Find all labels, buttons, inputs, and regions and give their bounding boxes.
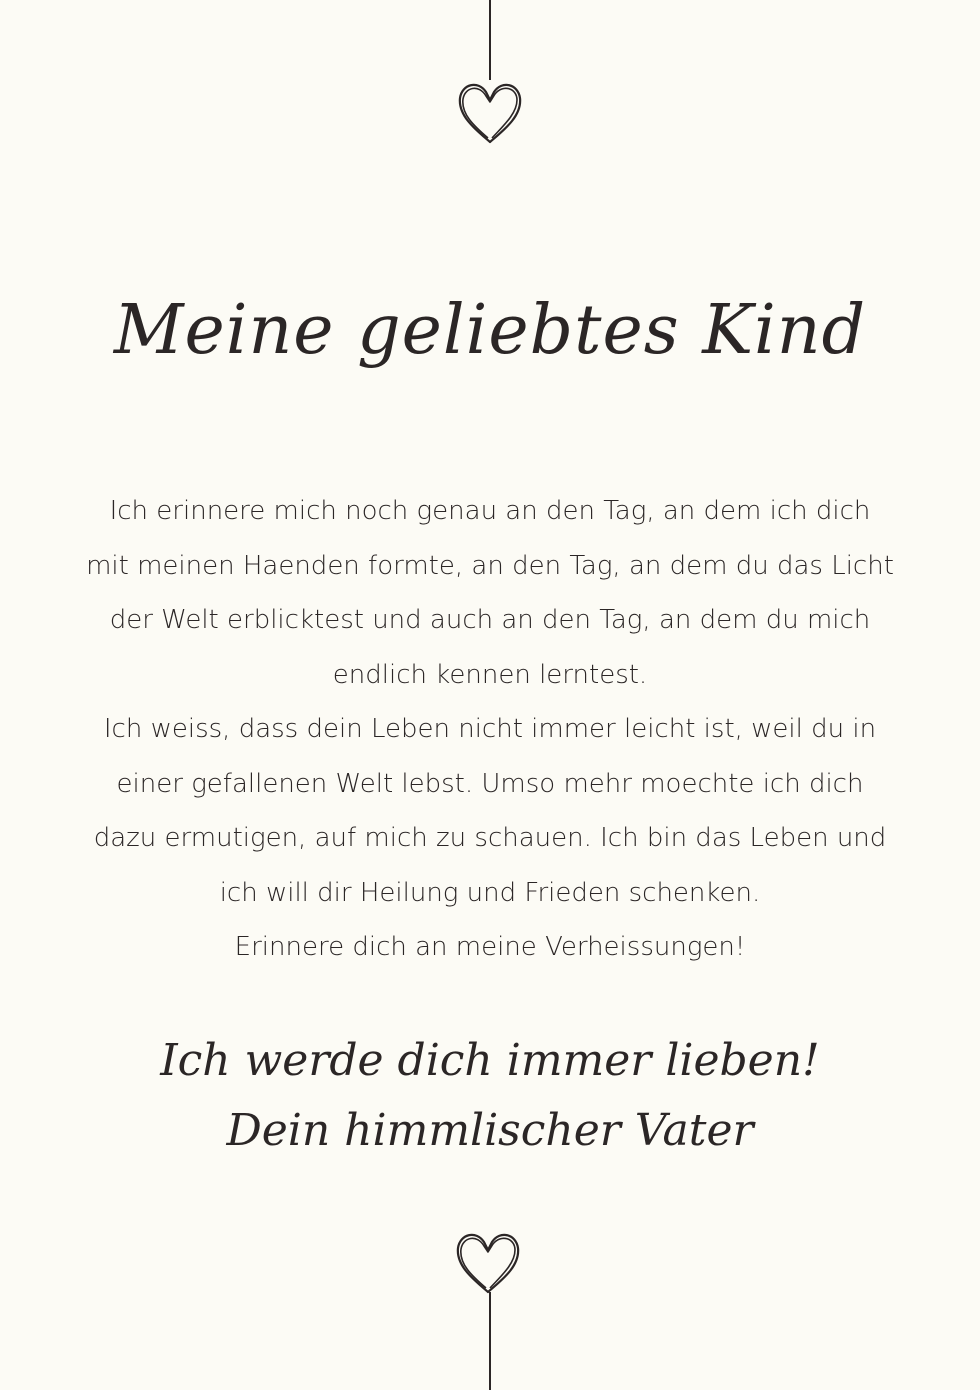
letter-body bbox=[85, 484, 895, 975]
heart-icon bbox=[450, 72, 530, 148]
page-title: Meine geliebtes Kind bbox=[113, 291, 867, 370]
letter-paragraph: Ich weiss, dass dein Leben nicht immer leicht ist, weil du in einer gefallenen Welt lebst. Umso mehr moechte ich dich dazu ermutigen, auf mich zu schauen. Ich bin das Leben und ich will dir Heilung und Frieden schenken. bbox=[93, 714, 887, 908]
closing bbox=[80, 1026, 900, 1166]
closing-line: Ich werde dich immer lieben! bbox=[160, 1035, 820, 1086]
heart-icon bbox=[448, 1222, 528, 1298]
top-hanging-line bbox=[489, 0, 491, 80]
letter-paragraph: Erinnere dich an meine Verheissungen! bbox=[234, 932, 746, 962]
signature: Dein himmlischer Vater bbox=[226, 1105, 754, 1156]
letter-paragraph: Ich erinnere mich noch genau an den Tag, an dem ich dich mit meinen Haenden formte, an den Tag, an dem du das Licht der Welt erblicktest und auch an den Tag, an dem du mich endlich kennen lerntest. bbox=[86, 496, 894, 690]
bottom-hanging-line bbox=[489, 1292, 491, 1390]
